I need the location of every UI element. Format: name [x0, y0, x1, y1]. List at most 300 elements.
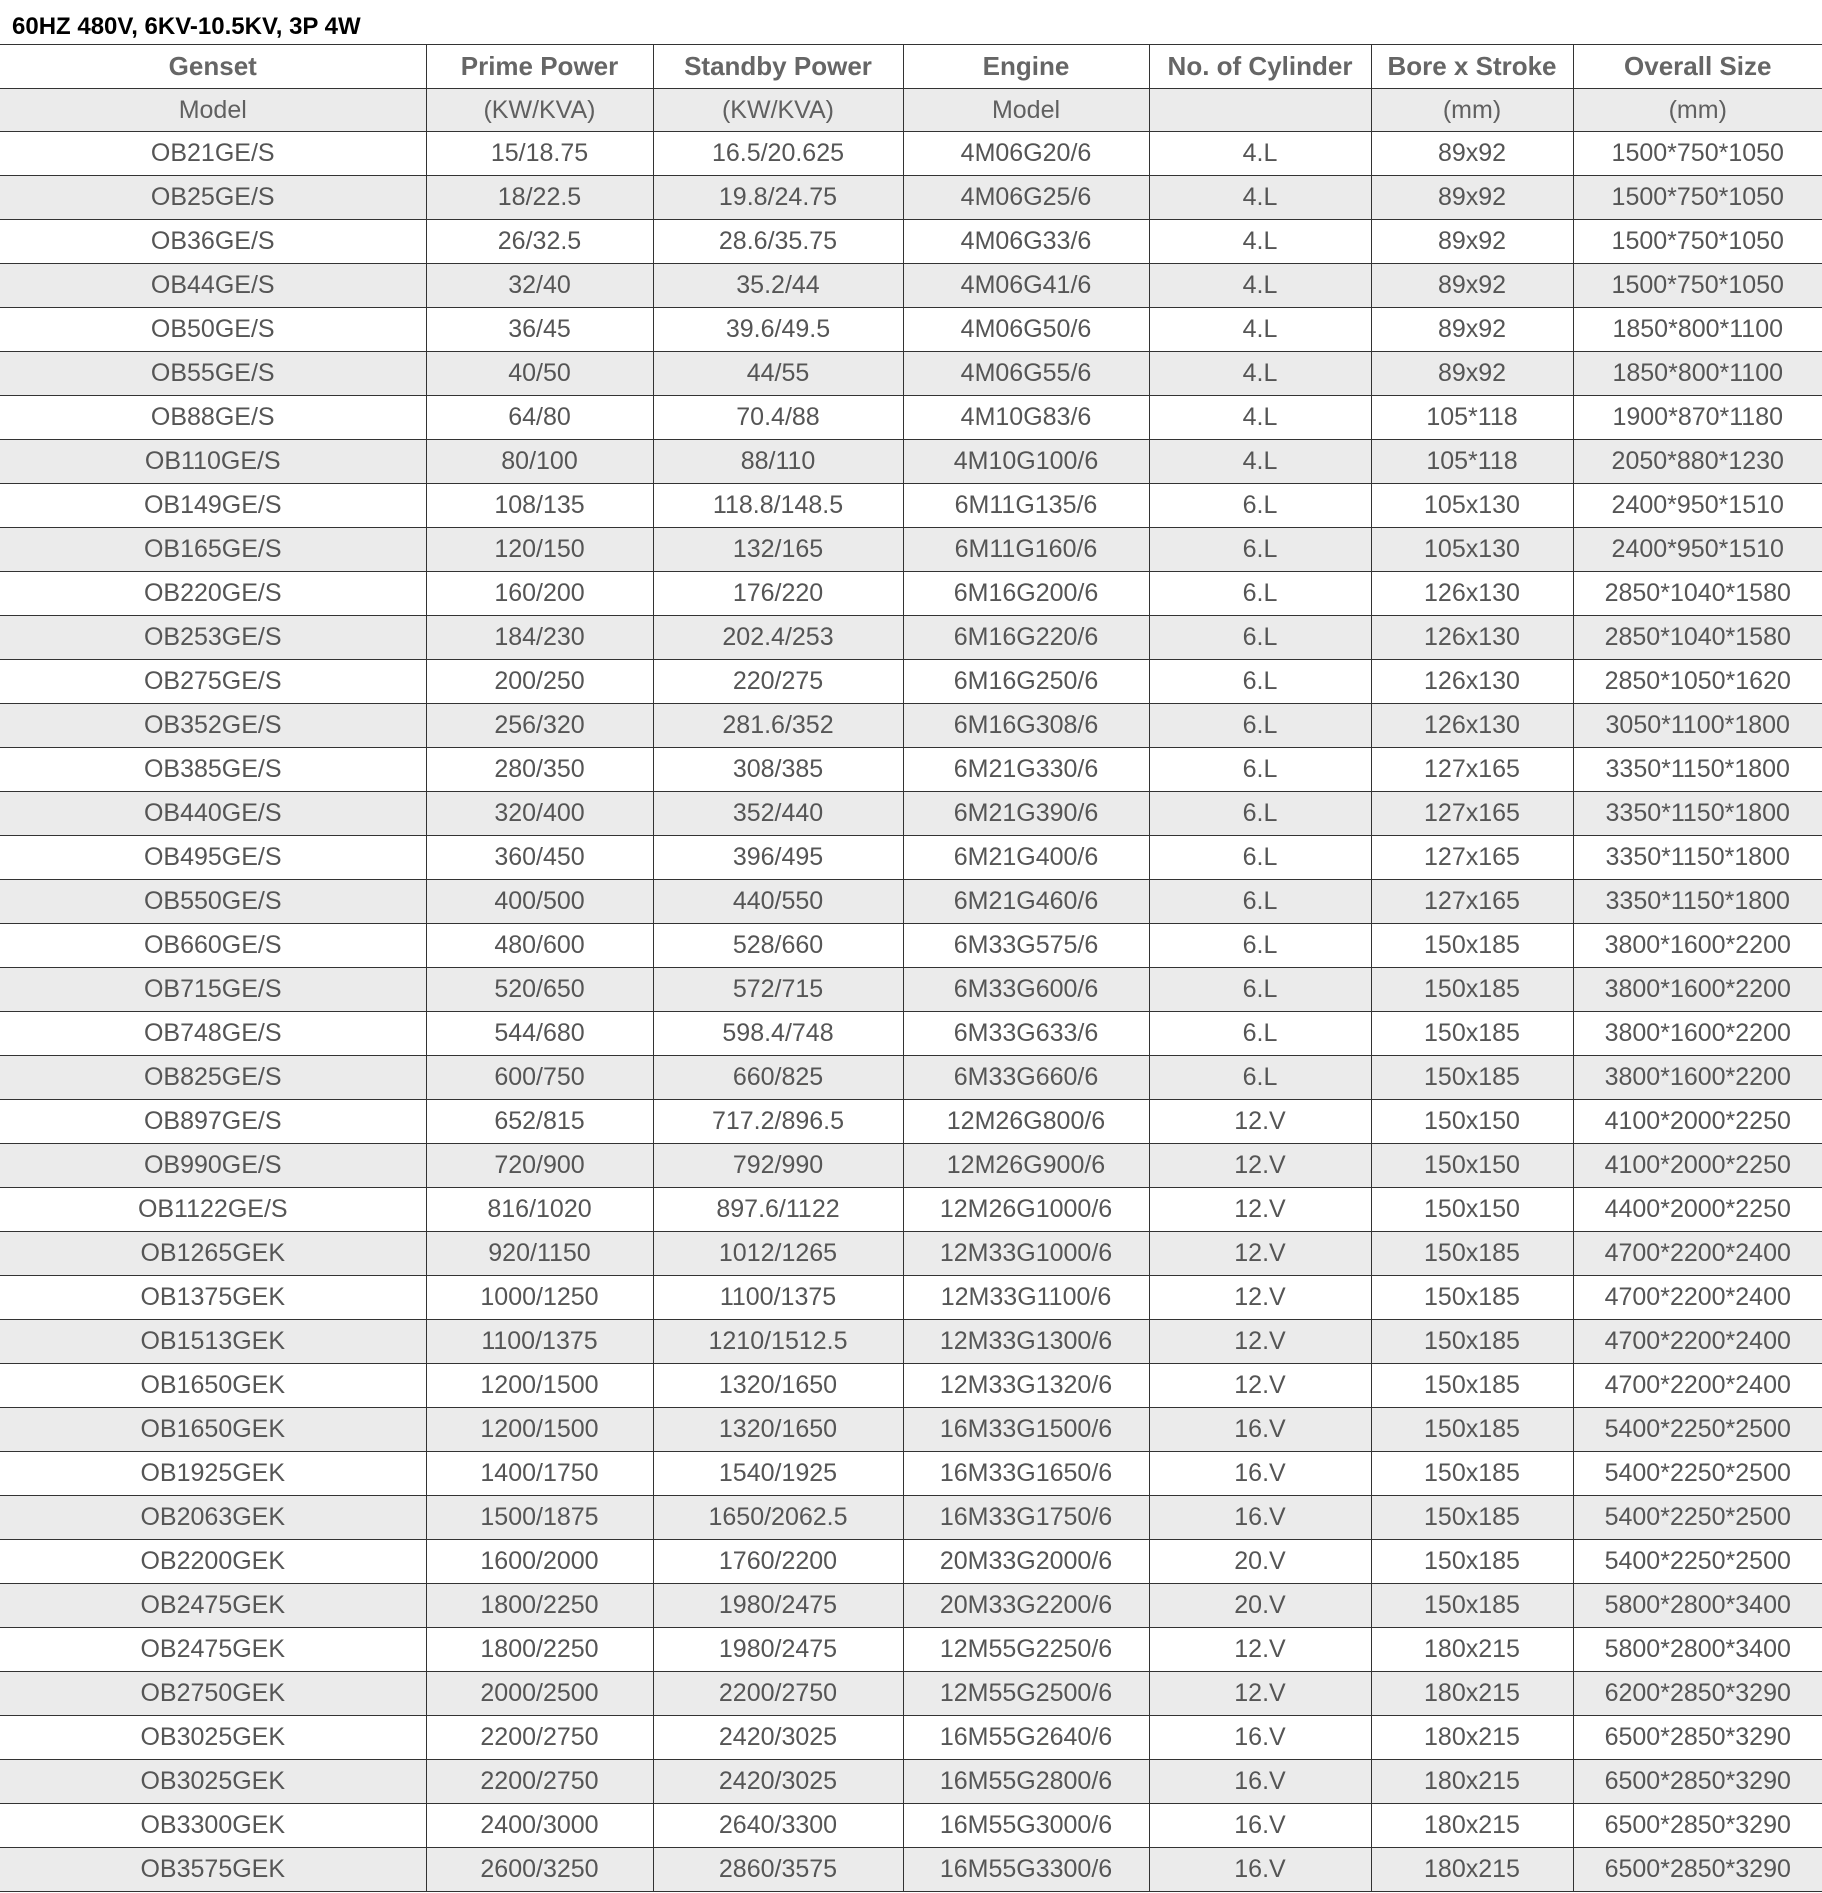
- cell-standby-power: 792/990: [653, 1144, 903, 1188]
- cell-bore-stroke: 105*118: [1371, 440, 1573, 484]
- table-row: [0, 1408, 1822, 1452]
- cell-overall-size: 3350*1150*1800: [1573, 880, 1822, 924]
- cell-bore-stroke: 126x130: [1371, 660, 1573, 704]
- cell-cylinders: 6.L: [1149, 660, 1371, 704]
- cell-bore-stroke: 89x92: [1371, 220, 1573, 264]
- cell-prime-power: 2200/2750: [426, 1760, 653, 1804]
- cell-engine-model: 20M33G2000/6: [903, 1540, 1149, 1584]
- column-header: Overall Size: [1573, 45, 1822, 89]
- cell-overall-size: 1850*800*1100: [1573, 308, 1822, 352]
- cell-standby-power: 352/440: [653, 792, 903, 836]
- cell-engine-model: 12M26G1000/6: [903, 1188, 1149, 1232]
- cell-cylinders: 6.L: [1149, 880, 1371, 924]
- cell-engine-model: 6M21G390/6: [903, 792, 1149, 836]
- cell-prime-power: 256/320: [426, 704, 653, 748]
- cell-overall-size: 3350*1150*1800: [1573, 748, 1822, 792]
- table-row: [0, 924, 1822, 968]
- cell-bore-stroke: 150x185: [1371, 1408, 1573, 1452]
- cell-bore-stroke: 150x185: [1371, 1056, 1573, 1100]
- cell-engine-model: 12M33G1300/6: [903, 1320, 1149, 1364]
- table-row: [0, 1056, 1822, 1100]
- cell-genset-model: OB2750GEK: [0, 1672, 426, 1716]
- cell-overall-size: 2050*880*1230: [1573, 440, 1822, 484]
- cell-genset-model: OB440GE/S: [0, 792, 426, 836]
- cell-cylinders: 4.L: [1149, 176, 1371, 220]
- cell-standby-power: 396/495: [653, 836, 903, 880]
- cell-bore-stroke: 150x185: [1371, 968, 1573, 1012]
- cell-genset-model: OB550GE/S: [0, 880, 426, 924]
- table-row: [0, 132, 1822, 176]
- cell-standby-power: 2200/2750: [653, 1672, 903, 1716]
- table-row: [0, 1496, 1822, 1540]
- cell-engine-model: 4M06G20/6: [903, 132, 1149, 176]
- cell-genset-model: OB352GE/S: [0, 704, 426, 748]
- unit-cell: [1149, 89, 1371, 132]
- table-row: [0, 484, 1822, 528]
- cell-standby-power: 2420/3025: [653, 1716, 903, 1760]
- cell-cylinders: 20.V: [1149, 1540, 1371, 1584]
- cell-overall-size: 6500*2850*3290: [1573, 1848, 1822, 1892]
- table-row: [0, 572, 1822, 616]
- cell-bore-stroke: 89x92: [1371, 264, 1573, 308]
- cell-standby-power: 220/275: [653, 660, 903, 704]
- table-row: [0, 1804, 1822, 1848]
- cell-prime-power: 1200/1500: [426, 1364, 653, 1408]
- cell-bore-stroke: 126x130: [1371, 704, 1573, 748]
- cell-engine-model: 6M33G575/6: [903, 924, 1149, 968]
- cell-bore-stroke: 89x92: [1371, 352, 1573, 396]
- cell-bore-stroke: 150x150: [1371, 1100, 1573, 1144]
- cell-standby-power: 176/220: [653, 572, 903, 616]
- cell-cylinders: 12.V: [1149, 1320, 1371, 1364]
- cell-genset-model: OB1650GEK: [0, 1408, 426, 1452]
- cell-overall-size: 5800*2800*3400: [1573, 1584, 1822, 1628]
- cell-bore-stroke: 126x130: [1371, 616, 1573, 660]
- cell-engine-model: 4M06G50/6: [903, 308, 1149, 352]
- cell-cylinders: 4.L: [1149, 264, 1371, 308]
- cell-cylinders: 6.L: [1149, 924, 1371, 968]
- cell-cylinders: 16.V: [1149, 1848, 1371, 1892]
- cell-overall-size: 2400*950*1510: [1573, 484, 1822, 528]
- cell-engine-model: 16M55G3000/6: [903, 1804, 1149, 1848]
- cell-bore-stroke: 150x185: [1371, 924, 1573, 968]
- table-row: [0, 352, 1822, 396]
- cell-overall-size: 2850*1040*1580: [1573, 616, 1822, 660]
- cell-cylinders: 4.L: [1149, 352, 1371, 396]
- cell-prime-power: 64/80: [426, 396, 653, 440]
- table-row: [0, 1760, 1822, 1804]
- cell-bore-stroke: 180x215: [1371, 1716, 1573, 1760]
- cell-standby-power: 572/715: [653, 968, 903, 1012]
- unit-cell: Model: [903, 89, 1149, 132]
- cell-prime-power: 400/500: [426, 880, 653, 924]
- cell-cylinders: 20.V: [1149, 1584, 1371, 1628]
- cell-standby-power: 16.5/20.625: [653, 132, 903, 176]
- cell-genset-model: OB748GE/S: [0, 1012, 426, 1056]
- cell-overall-size: 1500*750*1050: [1573, 176, 1822, 220]
- cell-cylinders: 12.V: [1149, 1276, 1371, 1320]
- cell-prime-power: 26/32.5: [426, 220, 653, 264]
- cell-prime-power: 80/100: [426, 440, 653, 484]
- cell-engine-model: 16M33G1500/6: [903, 1408, 1149, 1452]
- cell-bore-stroke: 127x165: [1371, 748, 1573, 792]
- cell-standby-power: 2420/3025: [653, 1760, 903, 1804]
- table-row: [0, 748, 1822, 792]
- cell-prime-power: 1600/2000: [426, 1540, 653, 1584]
- cell-engine-model: 16M33G1650/6: [903, 1452, 1149, 1496]
- cell-cylinders: 6.L: [1149, 1056, 1371, 1100]
- cell-genset-model: OB25GE/S: [0, 176, 426, 220]
- cell-standby-power: 44/55: [653, 352, 903, 396]
- cell-prime-power: 520/650: [426, 968, 653, 1012]
- cell-engine-model: 12M33G1000/6: [903, 1232, 1149, 1276]
- cell-overall-size: 3800*1600*2200: [1573, 924, 1822, 968]
- cell-bore-stroke: 150x150: [1371, 1144, 1573, 1188]
- cell-genset-model: OB3300GEK: [0, 1804, 426, 1848]
- cell-genset-model: OB1650GEK: [0, 1364, 426, 1408]
- cell-bore-stroke: 127x165: [1371, 792, 1573, 836]
- cell-overall-size: 3800*1600*2200: [1573, 1056, 1822, 1100]
- table-row: [0, 1452, 1822, 1496]
- cell-bore-stroke: 180x215: [1371, 1672, 1573, 1716]
- cell-overall-size: 5400*2250*2500: [1573, 1496, 1822, 1540]
- cell-engine-model: 6M33G660/6: [903, 1056, 1149, 1100]
- cell-cylinders: 6.L: [1149, 748, 1371, 792]
- cell-genset-model: OB715GE/S: [0, 968, 426, 1012]
- cell-overall-size: 4400*2000*2250: [1573, 1188, 1822, 1232]
- cell-bore-stroke: 126x130: [1371, 572, 1573, 616]
- table-row: [0, 1584, 1822, 1628]
- cell-standby-power: 2640/3300: [653, 1804, 903, 1848]
- cell-overall-size: 6500*2850*3290: [1573, 1716, 1822, 1760]
- table-row: [0, 880, 1822, 924]
- unit-cell: (KW/KVA): [653, 89, 903, 132]
- table-row: [0, 1276, 1822, 1320]
- cell-genset-model: OB165GE/S: [0, 528, 426, 572]
- cell-cylinders: 6.L: [1149, 792, 1371, 836]
- cell-standby-power: 28.6/35.75: [653, 220, 903, 264]
- cell-standby-power: 2860/3575: [653, 1848, 903, 1892]
- cell-standby-power: 308/385: [653, 748, 903, 792]
- cell-prime-power: 2400/3000: [426, 1804, 653, 1848]
- cell-standby-power: 717.2/896.5: [653, 1100, 903, 1144]
- cell-genset-model: OB660GE/S: [0, 924, 426, 968]
- unit-row: [0, 89, 1822, 132]
- cell-prime-power: 2600/3250: [426, 1848, 653, 1892]
- cell-engine-model: 4M06G33/6: [903, 220, 1149, 264]
- cell-prime-power: 280/350: [426, 748, 653, 792]
- cell-overall-size: 4100*2000*2250: [1573, 1144, 1822, 1188]
- cell-standby-power: 1012/1265: [653, 1232, 903, 1276]
- cell-engine-model: 6M16G308/6: [903, 704, 1149, 748]
- cell-prime-power: 720/900: [426, 1144, 653, 1188]
- cell-standby-power: 1210/1512.5: [653, 1320, 903, 1364]
- cell-engine-model: 12M26G900/6: [903, 1144, 1149, 1188]
- column-header: Bore x Stroke: [1371, 45, 1573, 89]
- cell-prime-power: 1500/1875: [426, 1496, 653, 1540]
- cell-genset-model: OB1375GEK: [0, 1276, 426, 1320]
- cell-overall-size: 4700*2200*2400: [1573, 1232, 1822, 1276]
- table-row: [0, 1012, 1822, 1056]
- cell-cylinders: 16.V: [1149, 1760, 1371, 1804]
- table-row: [0, 396, 1822, 440]
- cell-prime-power: 160/200: [426, 572, 653, 616]
- cell-bore-stroke: 150x150: [1371, 1188, 1573, 1232]
- cell-genset-model: OB990GE/S: [0, 1144, 426, 1188]
- cell-bore-stroke: 105x130: [1371, 528, 1573, 572]
- cell-engine-model: 4M06G41/6: [903, 264, 1149, 308]
- cell-overall-size: 5800*2800*3400: [1573, 1628, 1822, 1672]
- cell-cylinders: 4.L: [1149, 220, 1371, 264]
- table-row: [0, 1672, 1822, 1716]
- cell-cylinders: 4.L: [1149, 308, 1371, 352]
- cell-prime-power: 1200/1500: [426, 1408, 653, 1452]
- cell-overall-size: 3800*1600*2200: [1573, 968, 1822, 1012]
- cell-cylinders: 12.V: [1149, 1188, 1371, 1232]
- cell-bore-stroke: 150x185: [1371, 1232, 1573, 1276]
- cell-bore-stroke: 180x215: [1371, 1804, 1573, 1848]
- cell-prime-power: 1800/2250: [426, 1628, 653, 1672]
- cell-genset-model: OB1925GEK: [0, 1452, 426, 1496]
- cell-cylinders: 16.V: [1149, 1716, 1371, 1760]
- cell-standby-power: 598.4/748: [653, 1012, 903, 1056]
- cell-cylinders: 12.V: [1149, 1364, 1371, 1408]
- cell-engine-model: 12M26G800/6: [903, 1100, 1149, 1144]
- cell-cylinders: 6.L: [1149, 484, 1371, 528]
- cell-overall-size: 1500*750*1050: [1573, 132, 1822, 176]
- cell-overall-size: 2850*1040*1580: [1573, 572, 1822, 616]
- cell-engine-model: 6M16G200/6: [903, 572, 1149, 616]
- cell-cylinders: 12.V: [1149, 1628, 1371, 1672]
- cell-standby-power: 1320/1650: [653, 1364, 903, 1408]
- cell-standby-power: 35.2/44: [653, 264, 903, 308]
- cell-overall-size: 3350*1150*1800: [1573, 836, 1822, 880]
- cell-cylinders: 4.L: [1149, 440, 1371, 484]
- cell-engine-model: 4M06G25/6: [903, 176, 1149, 220]
- cell-overall-size: 3050*1100*1800: [1573, 704, 1822, 748]
- cell-bore-stroke: 150x185: [1371, 1496, 1573, 1540]
- table-row: [0, 1144, 1822, 1188]
- cell-engine-model: 6M21G400/6: [903, 836, 1149, 880]
- table-row: [0, 440, 1822, 484]
- cell-engine-model: 6M11G135/6: [903, 484, 1149, 528]
- cell-engine-model: 4M10G83/6: [903, 396, 1149, 440]
- cell-genset-model: OB50GE/S: [0, 308, 426, 352]
- cell-overall-size: 1500*750*1050: [1573, 220, 1822, 264]
- genset-spec-table: [0, 44, 1822, 1892]
- cell-overall-size: 1500*750*1050: [1573, 264, 1822, 308]
- cell-cylinders: 4.L: [1149, 396, 1371, 440]
- table-row: [0, 968, 1822, 1012]
- cell-genset-model: OB149GE/S: [0, 484, 426, 528]
- cell-bore-stroke: 150x185: [1371, 1012, 1573, 1056]
- cell-standby-power: 897.6/1122: [653, 1188, 903, 1232]
- cell-prime-power: 1000/1250: [426, 1276, 653, 1320]
- table-row: [0, 616, 1822, 660]
- table-row: [0, 308, 1822, 352]
- cell-prime-power: 480/600: [426, 924, 653, 968]
- cell-overall-size: 6500*2850*3290: [1573, 1760, 1822, 1804]
- cell-genset-model: OB36GE/S: [0, 220, 426, 264]
- cell-bore-stroke: 150x185: [1371, 1364, 1573, 1408]
- cell-cylinders: 16.V: [1149, 1804, 1371, 1848]
- cell-genset-model: OB110GE/S: [0, 440, 426, 484]
- cell-genset-model: OB2063GEK: [0, 1496, 426, 1540]
- table-row: [0, 704, 1822, 748]
- table-row: [0, 220, 1822, 264]
- cell-genset-model: OB44GE/S: [0, 264, 426, 308]
- cell-overall-size: 1850*800*1100: [1573, 352, 1822, 396]
- cell-prime-power: 1800/2250: [426, 1584, 653, 1628]
- cell-genset-model: OB220GE/S: [0, 572, 426, 616]
- cell-prime-power: 36/45: [426, 308, 653, 352]
- cell-overall-size: 4700*2200*2400: [1573, 1320, 1822, 1364]
- cell-cylinders: 12.V: [1149, 1232, 1371, 1276]
- cell-engine-model: 6M16G220/6: [903, 616, 1149, 660]
- cell-cylinders: 6.L: [1149, 704, 1371, 748]
- cell-genset-model: OB1122GE/S: [0, 1188, 426, 1232]
- cell-genset-model: OB495GE/S: [0, 836, 426, 880]
- cell-genset-model: OB897GE/S: [0, 1100, 426, 1144]
- cell-prime-power: 108/135: [426, 484, 653, 528]
- cell-cylinders: 6.L: [1149, 836, 1371, 880]
- cell-engine-model: 16M55G2640/6: [903, 1716, 1149, 1760]
- table-row: [0, 1848, 1822, 1892]
- cell-engine-model: 12M33G1100/6: [903, 1276, 1149, 1320]
- cell-bore-stroke: 89x92: [1371, 132, 1573, 176]
- cell-engine-model: 4M10G100/6: [903, 440, 1149, 484]
- cell-prime-power: 920/1150: [426, 1232, 653, 1276]
- cell-standby-power: 19.8/24.75: [653, 176, 903, 220]
- cell-prime-power: 15/18.75: [426, 132, 653, 176]
- cell-bore-stroke: 150x185: [1371, 1276, 1573, 1320]
- table-row: [0, 1364, 1822, 1408]
- cell-genset-model: OB253GE/S: [0, 616, 426, 660]
- cell-bore-stroke: 127x165: [1371, 836, 1573, 880]
- table-row: [0, 176, 1822, 220]
- unit-cell: (KW/KVA): [426, 89, 653, 132]
- cell-prime-power: 1400/1750: [426, 1452, 653, 1496]
- table-row: [0, 528, 1822, 572]
- cell-cylinders: 16.V: [1149, 1408, 1371, 1452]
- cell-prime-power: 32/40: [426, 264, 653, 308]
- cell-engine-model: 20M33G2200/6: [903, 1584, 1149, 1628]
- cell-bore-stroke: 127x165: [1371, 880, 1573, 924]
- cell-engine-model: 12M33G1320/6: [903, 1364, 1149, 1408]
- cell-standby-power: 70.4/88: [653, 396, 903, 440]
- cell-prime-power: 184/230: [426, 616, 653, 660]
- table-row: [0, 1320, 1822, 1364]
- cell-standby-power: 1320/1650: [653, 1408, 903, 1452]
- table-row: [0, 1716, 1822, 1760]
- cell-prime-power: 600/750: [426, 1056, 653, 1100]
- unit-cell: Model: [0, 89, 426, 132]
- cell-engine-model: 12M55G2500/6: [903, 1672, 1149, 1716]
- cell-engine-model: 16M55G2800/6: [903, 1760, 1149, 1804]
- cell-bore-stroke: 150x185: [1371, 1320, 1573, 1364]
- cell-overall-size: 1900*870*1180: [1573, 396, 1822, 440]
- cell-genset-model: OB385GE/S: [0, 748, 426, 792]
- cell-genset-model: OB2475GEK: [0, 1584, 426, 1628]
- cell-genset-model: OB55GE/S: [0, 352, 426, 396]
- column-header: Genset: [0, 45, 426, 89]
- cell-prime-power: 120/150: [426, 528, 653, 572]
- cell-genset-model: OB2475GEK: [0, 1628, 426, 1672]
- cell-bore-stroke: 180x215: [1371, 1628, 1573, 1672]
- cell-overall-size: 5400*2250*2500: [1573, 1452, 1822, 1496]
- cell-prime-power: 652/815: [426, 1100, 653, 1144]
- table-row: [0, 1100, 1822, 1144]
- cell-standby-power: 1650/2062.5: [653, 1496, 903, 1540]
- cell-bore-stroke: 105*118: [1371, 396, 1573, 440]
- cell-standby-power: 118.8/148.5: [653, 484, 903, 528]
- page-title: 60HZ 480V, 6KV-10.5KV, 3P 4W: [12, 13, 361, 40]
- cell-overall-size: 3800*1600*2200: [1573, 1012, 1822, 1056]
- table-row: [0, 1540, 1822, 1584]
- cell-prime-power: 18/22.5: [426, 176, 653, 220]
- cell-overall-size: 5400*2250*2500: [1573, 1408, 1822, 1452]
- cell-prime-power: 40/50: [426, 352, 653, 396]
- cell-prime-power: 1100/1375: [426, 1320, 653, 1364]
- cell-engine-model: 6M21G330/6: [903, 748, 1149, 792]
- cell-engine-model: 6M16G250/6: [903, 660, 1149, 704]
- column-header: No. of Cylinder: [1149, 45, 1371, 89]
- cell-genset-model: OB2200GEK: [0, 1540, 426, 1584]
- cell-cylinders: 6.L: [1149, 968, 1371, 1012]
- table-row: [0, 660, 1822, 704]
- cell-genset-model: OB88GE/S: [0, 396, 426, 440]
- cell-bore-stroke: 89x92: [1371, 176, 1573, 220]
- unit-cell: (mm): [1371, 89, 1573, 132]
- cell-bore-stroke: 105x130: [1371, 484, 1573, 528]
- cell-prime-power: 816/1020: [426, 1188, 653, 1232]
- cell-engine-model: 6M33G633/6: [903, 1012, 1149, 1056]
- cell-engine-model: 6M33G600/6: [903, 968, 1149, 1012]
- cell-engine-model: 4M06G55/6: [903, 352, 1149, 396]
- cell-genset-model: OB21GE/S: [0, 132, 426, 176]
- cell-genset-model: OB1513GEK: [0, 1320, 426, 1364]
- cell-overall-size: 2850*1050*1620: [1573, 660, 1822, 704]
- cell-genset-model: OB3025GEK: [0, 1760, 426, 1804]
- cell-standby-power: 39.6/49.5: [653, 308, 903, 352]
- cell-standby-power: 1980/2475: [653, 1628, 903, 1672]
- cell-cylinders: 4.L: [1149, 132, 1371, 176]
- unit-cell: (mm): [1573, 89, 1822, 132]
- cell-prime-power: 360/450: [426, 836, 653, 880]
- table-row: [0, 1232, 1822, 1276]
- cell-cylinders: 12.V: [1149, 1100, 1371, 1144]
- cell-prime-power: 200/250: [426, 660, 653, 704]
- cell-cylinders: 6.L: [1149, 616, 1371, 660]
- cell-standby-power: 1540/1925: [653, 1452, 903, 1496]
- cell-standby-power: 440/550: [653, 880, 903, 924]
- cell-standby-power: 88/110: [653, 440, 903, 484]
- cell-overall-size: 6200*2850*3290: [1573, 1672, 1822, 1716]
- cell-bore-stroke: 150x185: [1371, 1540, 1573, 1584]
- cell-prime-power: 320/400: [426, 792, 653, 836]
- cell-genset-model: OB3575GEK: [0, 1848, 426, 1892]
- table-row: [0, 264, 1822, 308]
- cell-cylinders: 16.V: [1149, 1452, 1371, 1496]
- cell-standby-power: 1100/1375: [653, 1276, 903, 1320]
- header-row: [0, 45, 1822, 89]
- cell-bore-stroke: 150x185: [1371, 1584, 1573, 1628]
- cell-overall-size: 4100*2000*2250: [1573, 1100, 1822, 1144]
- column-header: Prime Power: [426, 45, 653, 89]
- cell-engine-model: 6M11G160/6: [903, 528, 1149, 572]
- cell-standby-power: 1760/2200: [653, 1540, 903, 1584]
- cell-overall-size: 2400*950*1510: [1573, 528, 1822, 572]
